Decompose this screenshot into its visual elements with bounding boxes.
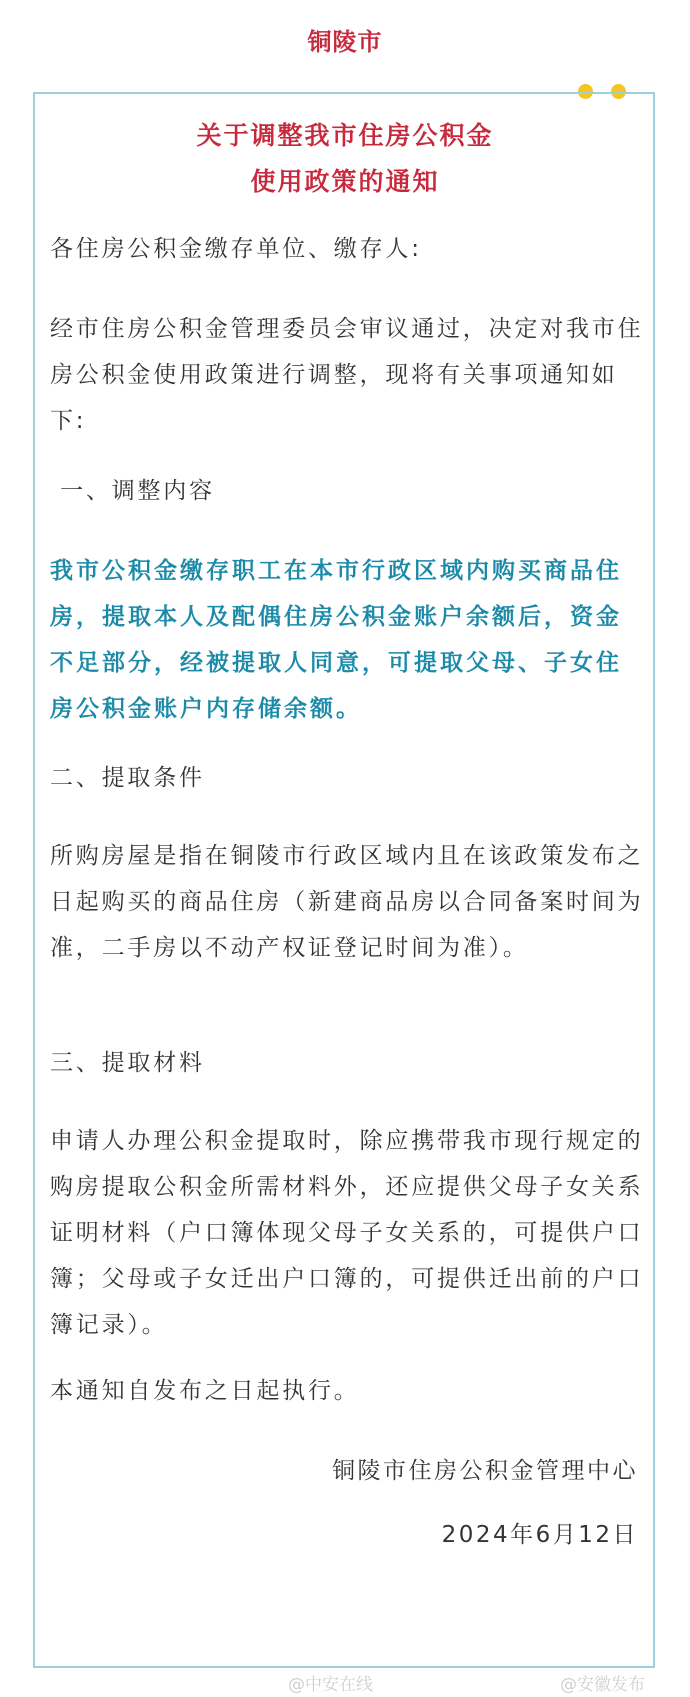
section-heading-3: 三、提取材料 bbox=[50, 1050, 205, 1076]
watermark-left: @中安在线 bbox=[288, 1675, 373, 1695]
issue-date: 2024年6月12日 bbox=[441, 1522, 638, 1548]
closing-line: 本通知自发布之日起执行。 bbox=[50, 1378, 360, 1404]
issuer: 铜陵市住房公积金管理中心 bbox=[332, 1458, 638, 1484]
city-title: 铜陵市 bbox=[307, 28, 383, 56]
section-body-1: 我市公积金缴存职工在本市行政区域内购买商品住房，提取本人及配偶住房公积金账户余额后，资金不足部分，经被提取人同意，可提取父母、子女住房公积金账户内存储余额。 bbox=[50, 558, 622, 722]
section-heading-1: 一、调整内容 bbox=[50, 478, 215, 504]
notice-title-line1: 关于调整我市住房公积金 bbox=[196, 121, 494, 150]
watermark-right: @安徽发布 bbox=[560, 1675, 645, 1695]
notice-title-line2: 使用政策的通知 bbox=[250, 167, 440, 196]
section-body-2: 所购房屋是指在铜陵市行政区域内且在该政策发布之日起购买的商品住房（新建商品房以合同备案时间为准，二手房以不动产权证登记时间为准）。 bbox=[50, 843, 644, 961]
section-body-3: 申请人办理公积金提取时，除应携带我市现行规定的购房提取公积金所需材料外，还应提供父母子女关系证明材料（户口簿体现父母子女关系的，可提供户口簿；父母或子女迁出户口簿的，可提供迁出前的户口簿记录）。 bbox=[50, 1128, 644, 1338]
salutation: 各住房公积金缴存单位、缴存人: bbox=[50, 236, 422, 262]
intro-paragraph: 经市住房公积金管理委员会审议通过，决定对我市住房公积金使用政策进行调整，现将有关事项通知如下: bbox=[50, 316, 644, 434]
section-heading-2: 二、提取条件 bbox=[50, 765, 205, 791]
